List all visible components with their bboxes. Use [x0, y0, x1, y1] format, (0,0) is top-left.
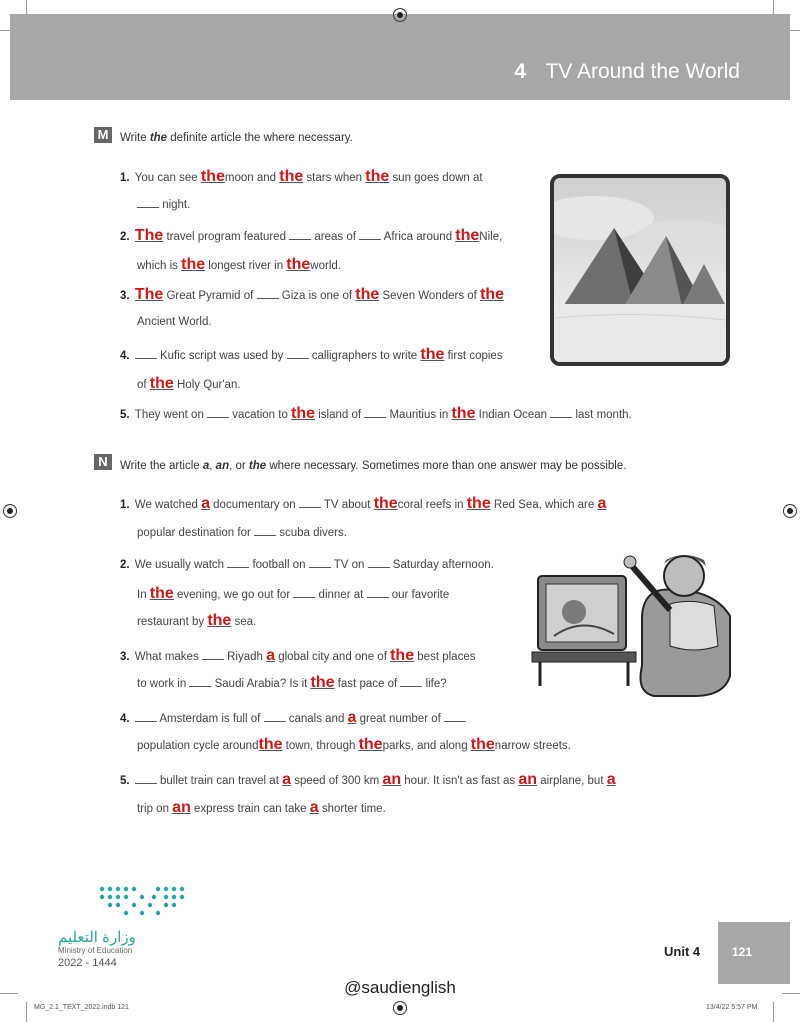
- n-item-2-line-2: In the evening, we go out for dinner at our favorite: [137, 585, 450, 602]
- blank-line: [359, 229, 381, 240]
- answer-word: a: [266, 647, 275, 664]
- blank-line: [189, 676, 211, 687]
- tv-watcher-illustration: [524, 546, 744, 702]
- m-item-1-line-2: night.: [137, 197, 190, 211]
- answer-word: the: [200, 168, 225, 185]
- item-number: 5.: [120, 775, 133, 787]
- answer-word: the: [355, 286, 380, 303]
- unit-number: 4: [514, 60, 526, 83]
- answer-word: the: [480, 286, 505, 303]
- blank-line: [289, 229, 311, 240]
- m-item-4-line-1: 4. Kufic script was used by calligraphers to write the first copies: [120, 346, 503, 363]
- answer-word: the: [149, 375, 174, 392]
- registration-mark-icon: [393, 1001, 407, 1015]
- item-number: 3.: [120, 290, 133, 302]
- m-item-1-line-1: 1. You can see themoon and the stars when the sun goes down at: [120, 168, 483, 185]
- blank-line: [299, 497, 321, 508]
- item-number: 2.: [120, 559, 133, 571]
- answer-word: the: [390, 647, 415, 664]
- item-number: 1.: [120, 499, 133, 511]
- ministry-emblem-icon: [98, 885, 230, 917]
- page-title: [514, 60, 740, 84]
- n-item-5-line-2: trip on an express train can take a shorter time.: [137, 799, 386, 816]
- answer-word: the: [455, 227, 480, 244]
- blank-line: [254, 525, 276, 536]
- m-item-2-line-2: which is the longest river in theworld.: [137, 256, 341, 273]
- answer-word: a: [201, 495, 210, 512]
- blank-line: [550, 407, 572, 418]
- item-number: 5.: [120, 409, 133, 421]
- blank-line: [287, 348, 309, 359]
- answer-word: the: [466, 495, 491, 512]
- blank-line: [309, 557, 331, 568]
- answer-word: the: [286, 256, 311, 273]
- blank-line: [400, 676, 422, 687]
- answer-word: an: [518, 771, 538, 788]
- unit-title: TV Around the World: [545, 60, 740, 83]
- section-m-instruction: Write the definite article the where necessary.: [120, 132, 353, 144]
- item-number: 4.: [120, 350, 133, 362]
- answer-word: an: [172, 799, 191, 816]
- blank-line: [135, 348, 157, 359]
- unit-label: Unit 4: [664, 944, 701, 959]
- answer-word: the: [258, 736, 283, 753]
- registration-mark-icon: [393, 8, 407, 22]
- ministry-name-english: Ministry of Education: [58, 946, 133, 955]
- item-number: 3.: [120, 651, 133, 663]
- blank-line: [227, 557, 249, 568]
- item-number: 1.: [120, 172, 133, 184]
- m-item-2-line-1: 2. The travel program featured areas of Africa around theNile,: [120, 227, 503, 244]
- answer-word: the: [420, 346, 445, 363]
- pyramids-photo: [550, 174, 730, 366]
- print-slug-right: 13/4/22 5:57 PM: [706, 1004, 758, 1011]
- answer-word: the: [470, 736, 495, 753]
- answer-word: the: [149, 585, 174, 602]
- answer-word: The: [134, 227, 164, 244]
- answer-word: the: [279, 168, 304, 185]
- answer-word: the: [358, 736, 383, 753]
- credit-handle: @saudienglish: [344, 978, 456, 997]
- blank-line: [367, 587, 389, 598]
- m-item-3-line-1: 3. The Great Pyramid of Giza is one of the Seven Wonders of the: [120, 286, 505, 303]
- edition-year: 2022 - 1444: [58, 957, 117, 969]
- blank-line: [293, 587, 315, 598]
- blank-line: [444, 711, 466, 722]
- answer-word: a: [606, 771, 616, 788]
- blank-line: [257, 288, 279, 299]
- answer-word: a: [309, 799, 319, 816]
- blank-line: [202, 649, 224, 660]
- n-item-4-line-2: population cycle aroundthe town, through theparks, and along thenarrow streets.: [137, 736, 571, 753]
- blank-line: [135, 773, 157, 784]
- print-slug-left: MG_2.1_TEXT_2022.indb 121: [34, 1004, 129, 1011]
- section-n-badge: N: [94, 454, 112, 470]
- answer-word: the: [373, 495, 398, 512]
- page-header: [10, 14, 790, 100]
- item-number: 4.: [120, 713, 133, 725]
- page-number: 121: [732, 945, 753, 959]
- item-number: 2.: [120, 231, 133, 243]
- n-item-4-line-1: 4. Amsterdam is full of canals and a great number of: [120, 709, 466, 727]
- registration-mark-icon: [783, 504, 797, 518]
- n-item-3-line-2: to work in Saudi Arabia? Is it the fast pace of life?: [137, 674, 447, 691]
- blank-line: [368, 557, 390, 568]
- m-item-5-line-1: 5. They went on vacation to the island of Mauritius in the Indian Ocean last month.: [120, 405, 632, 422]
- answer-word: an: [382, 771, 402, 788]
- answer-word: the: [207, 612, 232, 629]
- n-item-2-line-1: 2. We usually watch football on TV on Saturday afternoon.: [120, 559, 494, 571]
- n-item-1-line-2: popular destination for scuba divers.: [137, 527, 347, 539]
- answer-word: a: [597, 495, 607, 512]
- section-m-badge: M: [94, 127, 112, 143]
- blank-line: [364, 407, 386, 418]
- n-item-3-line-1: 3. What makes Riyadh a global city and one of the best places: [120, 647, 476, 664]
- answer-word: the: [451, 405, 476, 422]
- section-n-instruction: Write the article a, an, or the where necessary. Sometimes more than one answer may be possible.: [120, 460, 627, 472]
- answer-word: a: [347, 709, 357, 726]
- m-item-3-line-2: Ancient World.: [137, 316, 212, 328]
- ministry-name-arabic: وزارة التعليم: [58, 929, 136, 946]
- answer-word: The: [134, 286, 164, 303]
- n-item-2-line-3: restaurant by the sea.: [137, 612, 257, 629]
- blank-line: [137, 197, 159, 208]
- answer-word: the: [310, 674, 335, 691]
- registration-mark-icon: [3, 504, 17, 518]
- blank-line: [264, 711, 286, 722]
- answer-word: the: [291, 405, 316, 422]
- answer-word: a: [282, 771, 291, 788]
- n-item-1-line-1: 1. We watched a documentary on TV about thecoral reefs in the Red Sea, which are a: [120, 495, 607, 512]
- blank-line: [207, 407, 229, 418]
- answer-word: the: [365, 168, 390, 185]
- page-number-box: [718, 922, 790, 984]
- m-item-4-line-2: of the Holy Qur'an.: [137, 375, 241, 392]
- answer-word: the: [181, 256, 206, 273]
- ministry-logo: [58, 885, 230, 969]
- n-item-5-line-1: 5. bullet train can travel at a speed of 300 km an hour. It isn't as fast as an airplane, but a: [120, 771, 616, 788]
- blank-line: [135, 711, 157, 722]
